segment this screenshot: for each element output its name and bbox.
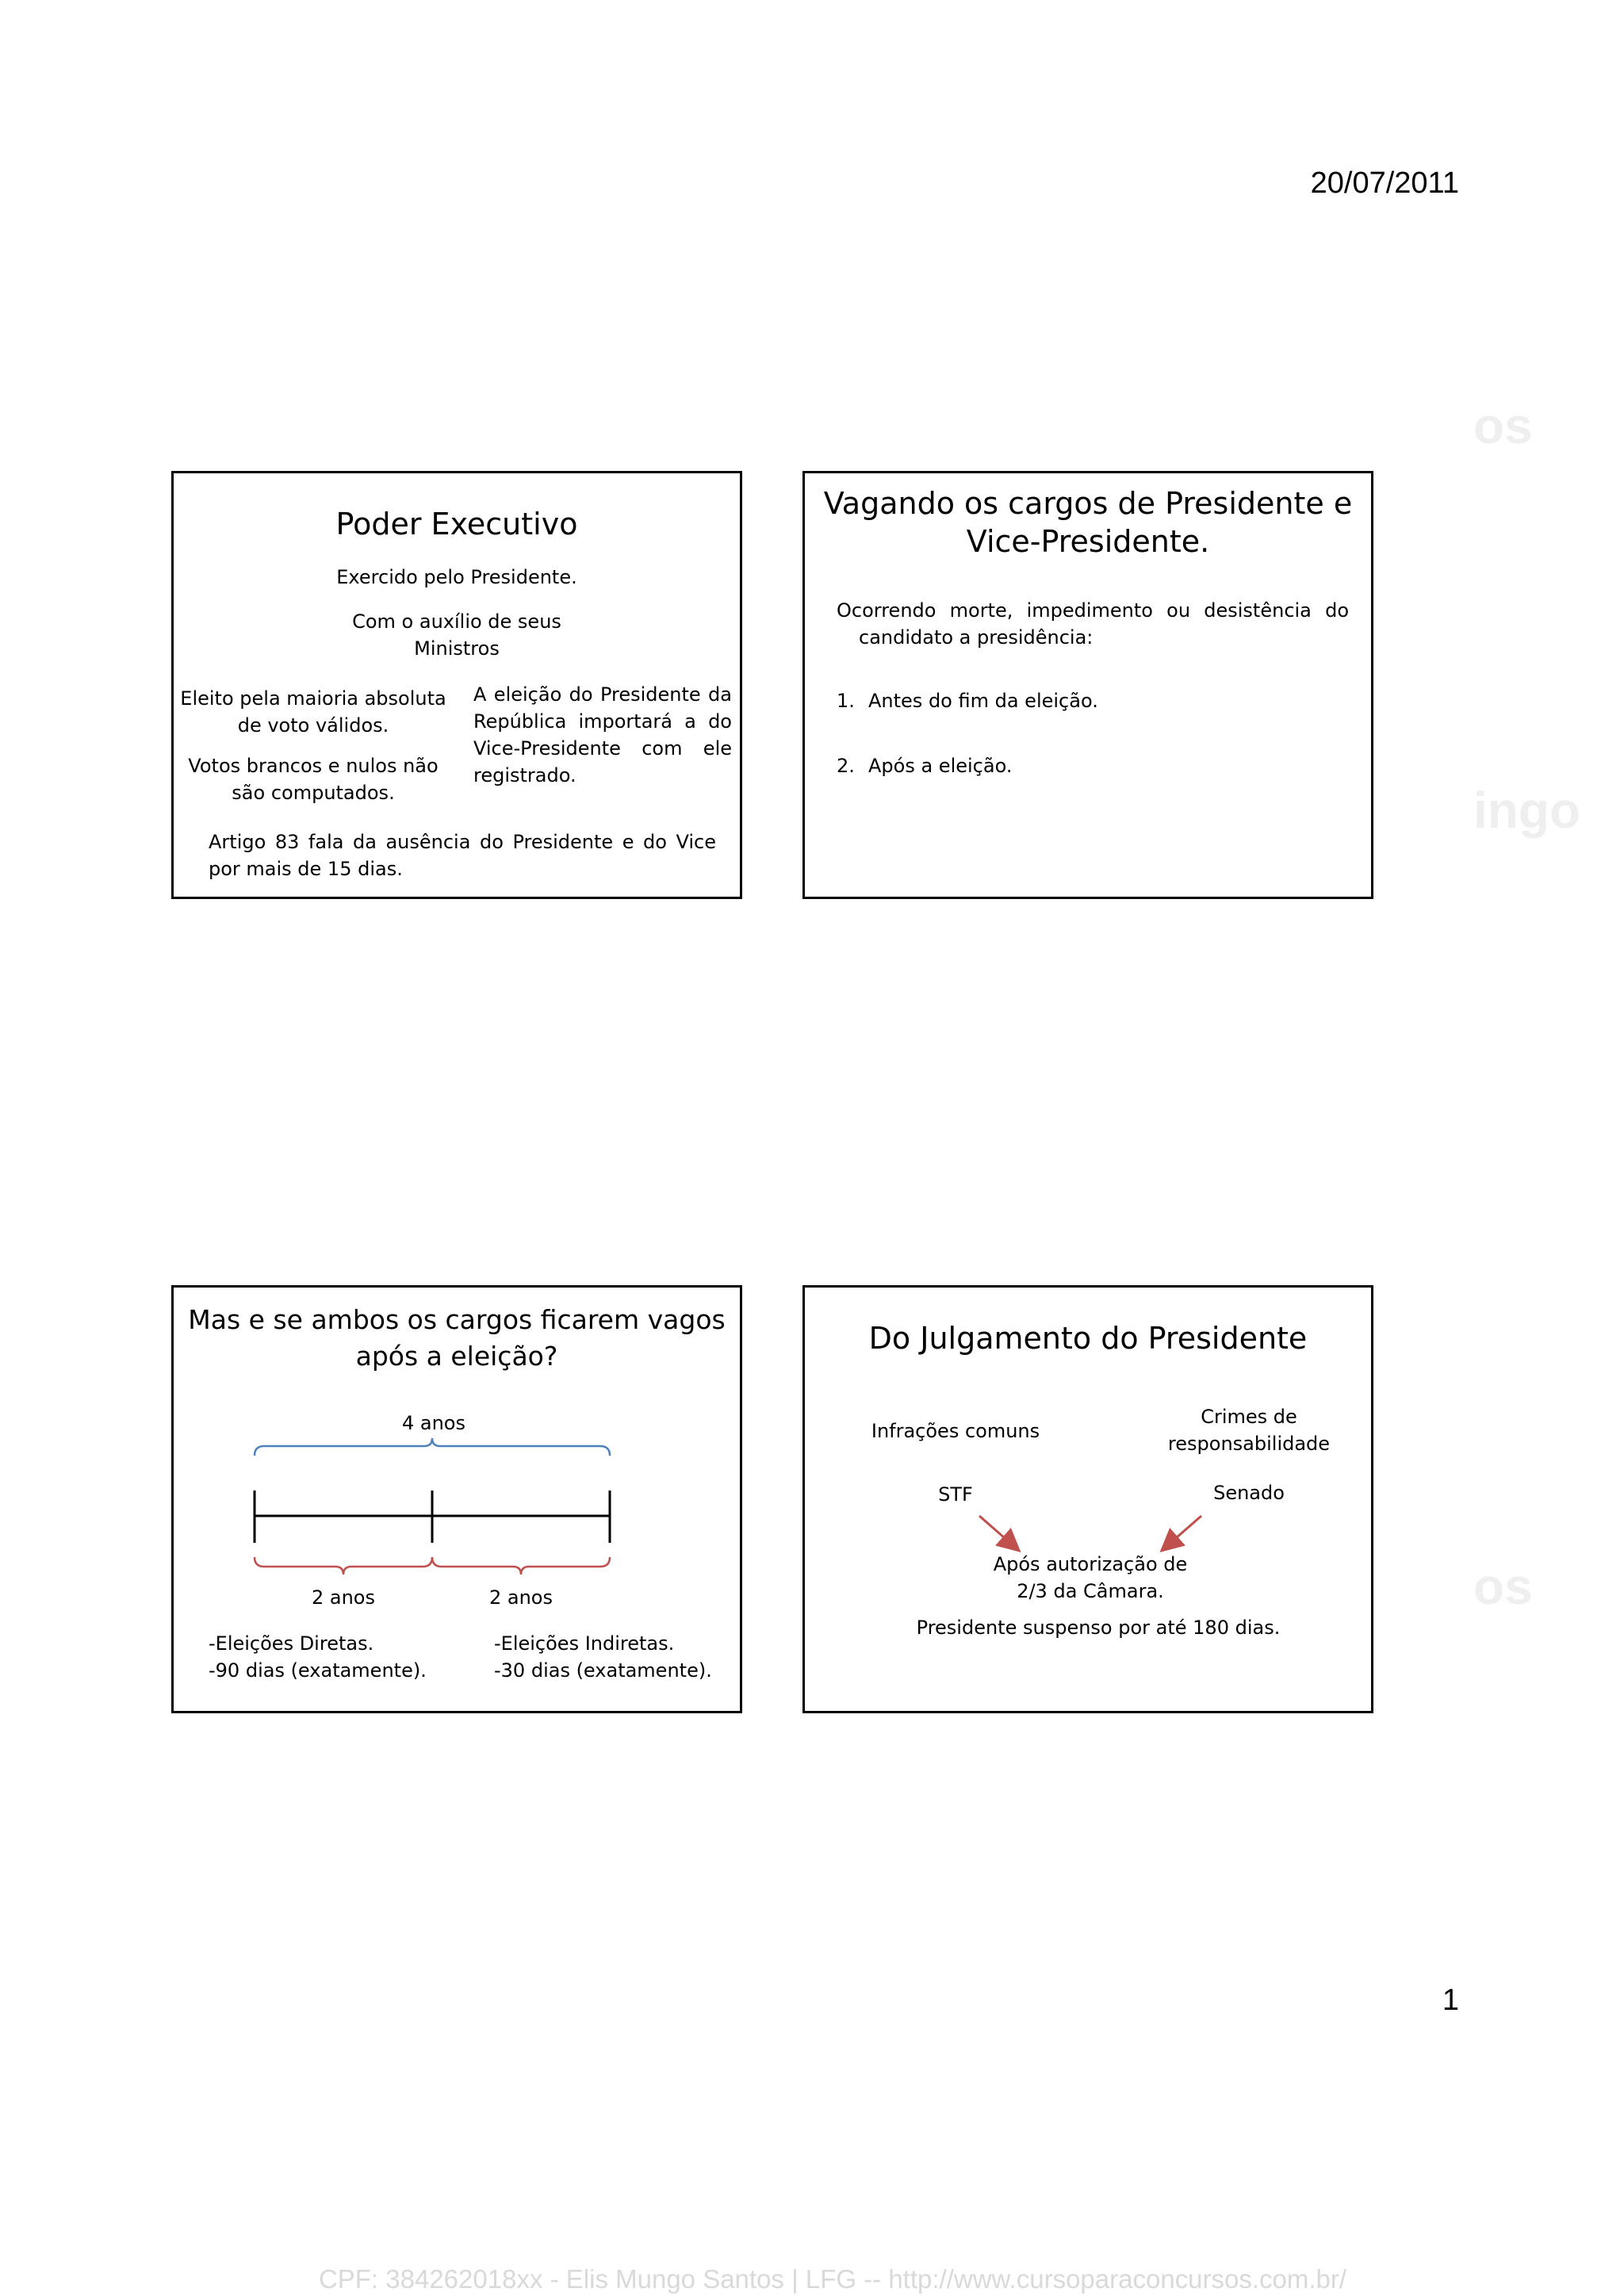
slide-text: -Eleições Indiretas. (494, 1632, 675, 1655)
slide-text: -90 dias (exatamente). (209, 1659, 427, 1682)
list-item: Antes do fim da eleição. (868, 690, 1098, 712)
slide-text: de voto válidos. (237, 714, 389, 737)
slide-text: A eleição do Presidente da República importará a do Vice-Presidente com ele registrado. (473, 683, 732, 786)
slide-julgamento-presidente (802, 1285, 1373, 1713)
slide-title: Mas e se ambos os cargos ficarem vagos (188, 1304, 726, 1335)
slide-text: Eleito pela maioria absoluta (180, 687, 446, 710)
slide-title: após a eleição? (355, 1341, 558, 1372)
list-number: 2. (837, 755, 855, 777)
arrow-stf (979, 1516, 1017, 1549)
arrows-diagram (805, 1288, 1371, 1711)
page-number: 1 (1442, 1984, 1459, 2017)
slide-text: Ocorrendo morte, impedimento ou desistência do candidato a presidência: (837, 599, 1349, 649)
list-number: 1. (837, 690, 855, 712)
timeline-top-label: 4 anos (401, 1412, 465, 1434)
list-item: Após a eleição. (868, 755, 1013, 777)
slide-title: Vagando os cargos de Presidente e (823, 486, 1353, 521)
slide-title: Do Julgamento do Presidente (868, 1321, 1308, 1356)
slide-text: Senado (1213, 1482, 1285, 1504)
slide-text: 2/3 da Câmara. (1017, 1580, 1164, 1602)
watermark-fragment: os (1473, 1558, 1533, 1615)
watermark-fragment: os (1473, 397, 1533, 454)
slide-text: Infrações comuns (871, 1420, 1040, 1442)
slide-ambos-cargos-vagos (171, 1285, 742, 1713)
footer-watermark: CPF: 384262018xx - Elis Mungo Santos | LFG -- http://www.cursoparaconcursos.com.br/ (318, 2264, 1347, 2294)
slide-title: Poder Executivo (335, 507, 578, 541)
slide-text: Artigo 83 fala da ausência do Presidente e do Vice por mais de 15 dias. (209, 831, 716, 880)
bottom-brace-left (255, 1557, 432, 1575)
top-brace (255, 1438, 610, 1456)
bottom-brace-right (432, 1557, 610, 1575)
slide-title: Vice-Presidente. (966, 524, 1210, 559)
slide-text: responsabilidade (1167, 1433, 1331, 1455)
timeline-right-label: 2 anos (488, 1586, 553, 1609)
timeline-left-label: 2 anos (311, 1586, 375, 1609)
slide-poder-executivo (171, 471, 742, 899)
slide-text: Crimes de (1201, 1406, 1297, 1428)
slide-text: Exercido pelo Presidente. (336, 566, 577, 588)
slide-vagando-cargos (802, 471, 1373, 899)
slide-text: Presidente suspenso por até 180 dias. (916, 1617, 1281, 1639)
slide-text: -Eleições Diretas. (209, 1632, 374, 1655)
slide-text: são computados. (232, 782, 395, 804)
slide-text: STF (938, 1483, 973, 1506)
slide-text: Votos brancos e nulos não (188, 755, 439, 777)
slide-text: Ministros (414, 637, 500, 660)
slide-text: -30 dias (exatamente). (494, 1659, 712, 1682)
page-date: 20/07/2011 (1310, 166, 1459, 200)
slide-text: Após autorização de (993, 1553, 1188, 1575)
watermark-fragment: ingo (1473, 782, 1581, 839)
slide-text: Com o auxílio de seus (352, 610, 561, 633)
arrow-senado (1163, 1516, 1201, 1549)
